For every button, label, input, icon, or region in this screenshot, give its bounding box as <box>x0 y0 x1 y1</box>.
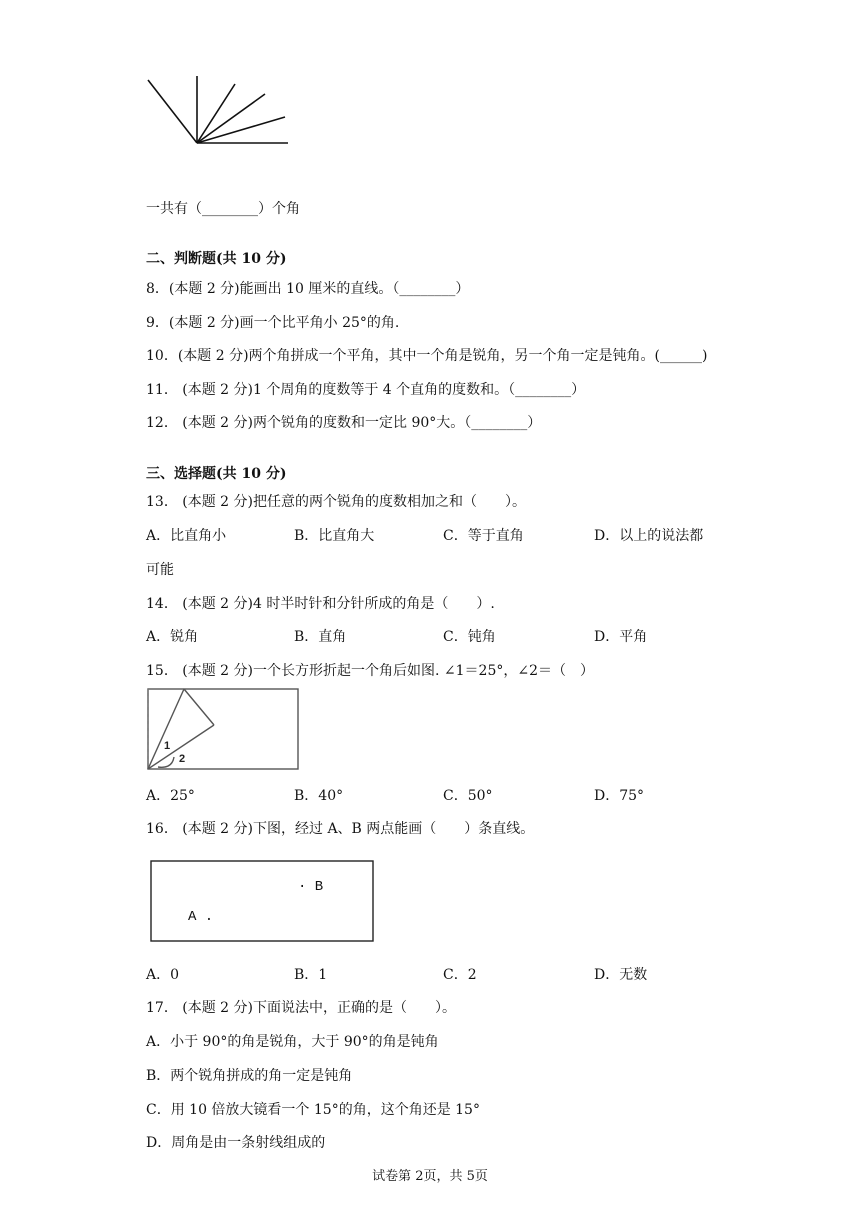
question-11: 11． (本题 2 分)1 个周角的度数等于 4 个直角的度数和。（________） <box>146 382 586 398</box>
question-13-stem: 13． (本题 2 分)把任意的两个锐角的度数相加之和（ ）。 <box>146 494 526 510</box>
q15-option-a[interactable]: A．25° <box>146 788 195 804</box>
q16-option-c[interactable]: C．2 <box>443 967 477 983</box>
question-14-stem: 14． (本题 2 分)4 时半时针和分针所成的角是（ ）. <box>146 596 495 612</box>
rays-figure <box>140 72 300 152</box>
q15-option-b[interactable]: B．40° <box>294 788 344 804</box>
q14-option-a[interactable]: A．锐角 <box>146 629 199 645</box>
q16-option-d[interactable]: D．无数 <box>594 967 648 983</box>
point-b-label: · B <box>298 879 324 895</box>
q13-option-b[interactable]: B．比直角大 <box>294 528 375 544</box>
question-15-stem: 15． (本题 2 分)一个长方形折起一个角后如图. ∠1＝25°，∠2＝（ ） <box>146 663 594 679</box>
folded-rectangle-figure <box>144 687 302 773</box>
question-16-stem: 16． (本题 2 分)下图，经过 A、B 两点能画（ ）条直线。 <box>146 821 535 837</box>
q17-option-d[interactable]: D．周角是由一条射线组成的 <box>146 1135 326 1151</box>
points-box-figure <box>148 858 376 946</box>
q17-option-a[interactable]: A．小于 90°的角是锐角，大于 90°的角是钝角 <box>146 1034 439 1050</box>
question-8: 8．(本题 2 分)能画出 10 厘米的直线。（________） <box>146 281 470 297</box>
q17-option-b[interactable]: B．两个锐角拼成的角一定是钝角 <box>146 1068 353 1084</box>
question-9: 9．(本题 2 分)画一个比平角小 25°的角. <box>146 315 400 331</box>
q16-option-b[interactable]: B．1 <box>294 967 328 983</box>
q15-option-c[interactable]: C．50° <box>443 788 493 804</box>
question-12: 12． (本题 2 分)两个锐角的度数和一定比 90°大。（________） <box>146 415 542 431</box>
q7-answer-line: 一共有（________）个角 <box>146 201 300 217</box>
q13-option-c[interactable]: C．等于直角 <box>443 528 524 544</box>
section3-title: 三、选择题(共 10 分) <box>146 466 287 482</box>
page-footer: 试卷第 2页，共 5页 <box>372 1169 488 1184</box>
q14-option-c[interactable]: C．钝角 <box>443 629 496 645</box>
angle-1-label: 1 <box>164 740 171 752</box>
q14-option-d[interactable]: D．平角 <box>594 629 648 645</box>
q13-option-d-wrap: 可能 <box>146 562 174 578</box>
angle-2-label: 2 <box>179 753 186 765</box>
section2-title: 二、判断题(共 10 分) <box>146 251 287 267</box>
q14-option-b[interactable]: B．直角 <box>294 629 347 645</box>
point-a-label: A . <box>188 909 214 925</box>
question-10: 10．(本题 2 分)两个角拼成一个平角，其中一个角是锐角，另一个角一定是钝角。(______) <box>146 348 708 364</box>
q13-option-a[interactable]: A．比直角小 <box>146 528 227 544</box>
q17-option-c[interactable]: C．用 10 倍放大镜看一个 15°的角，这个角还是 15° <box>146 1102 480 1118</box>
q13-option-d[interactable]: D．以上的说法都 <box>594 528 704 544</box>
q16-option-a[interactable]: A．0 <box>146 967 180 983</box>
question-17-stem: 17． (本题 2 分)下面说法中，正确的是（ ）。 <box>146 1000 456 1016</box>
q15-option-d[interactable]: D．75° <box>594 788 645 804</box>
